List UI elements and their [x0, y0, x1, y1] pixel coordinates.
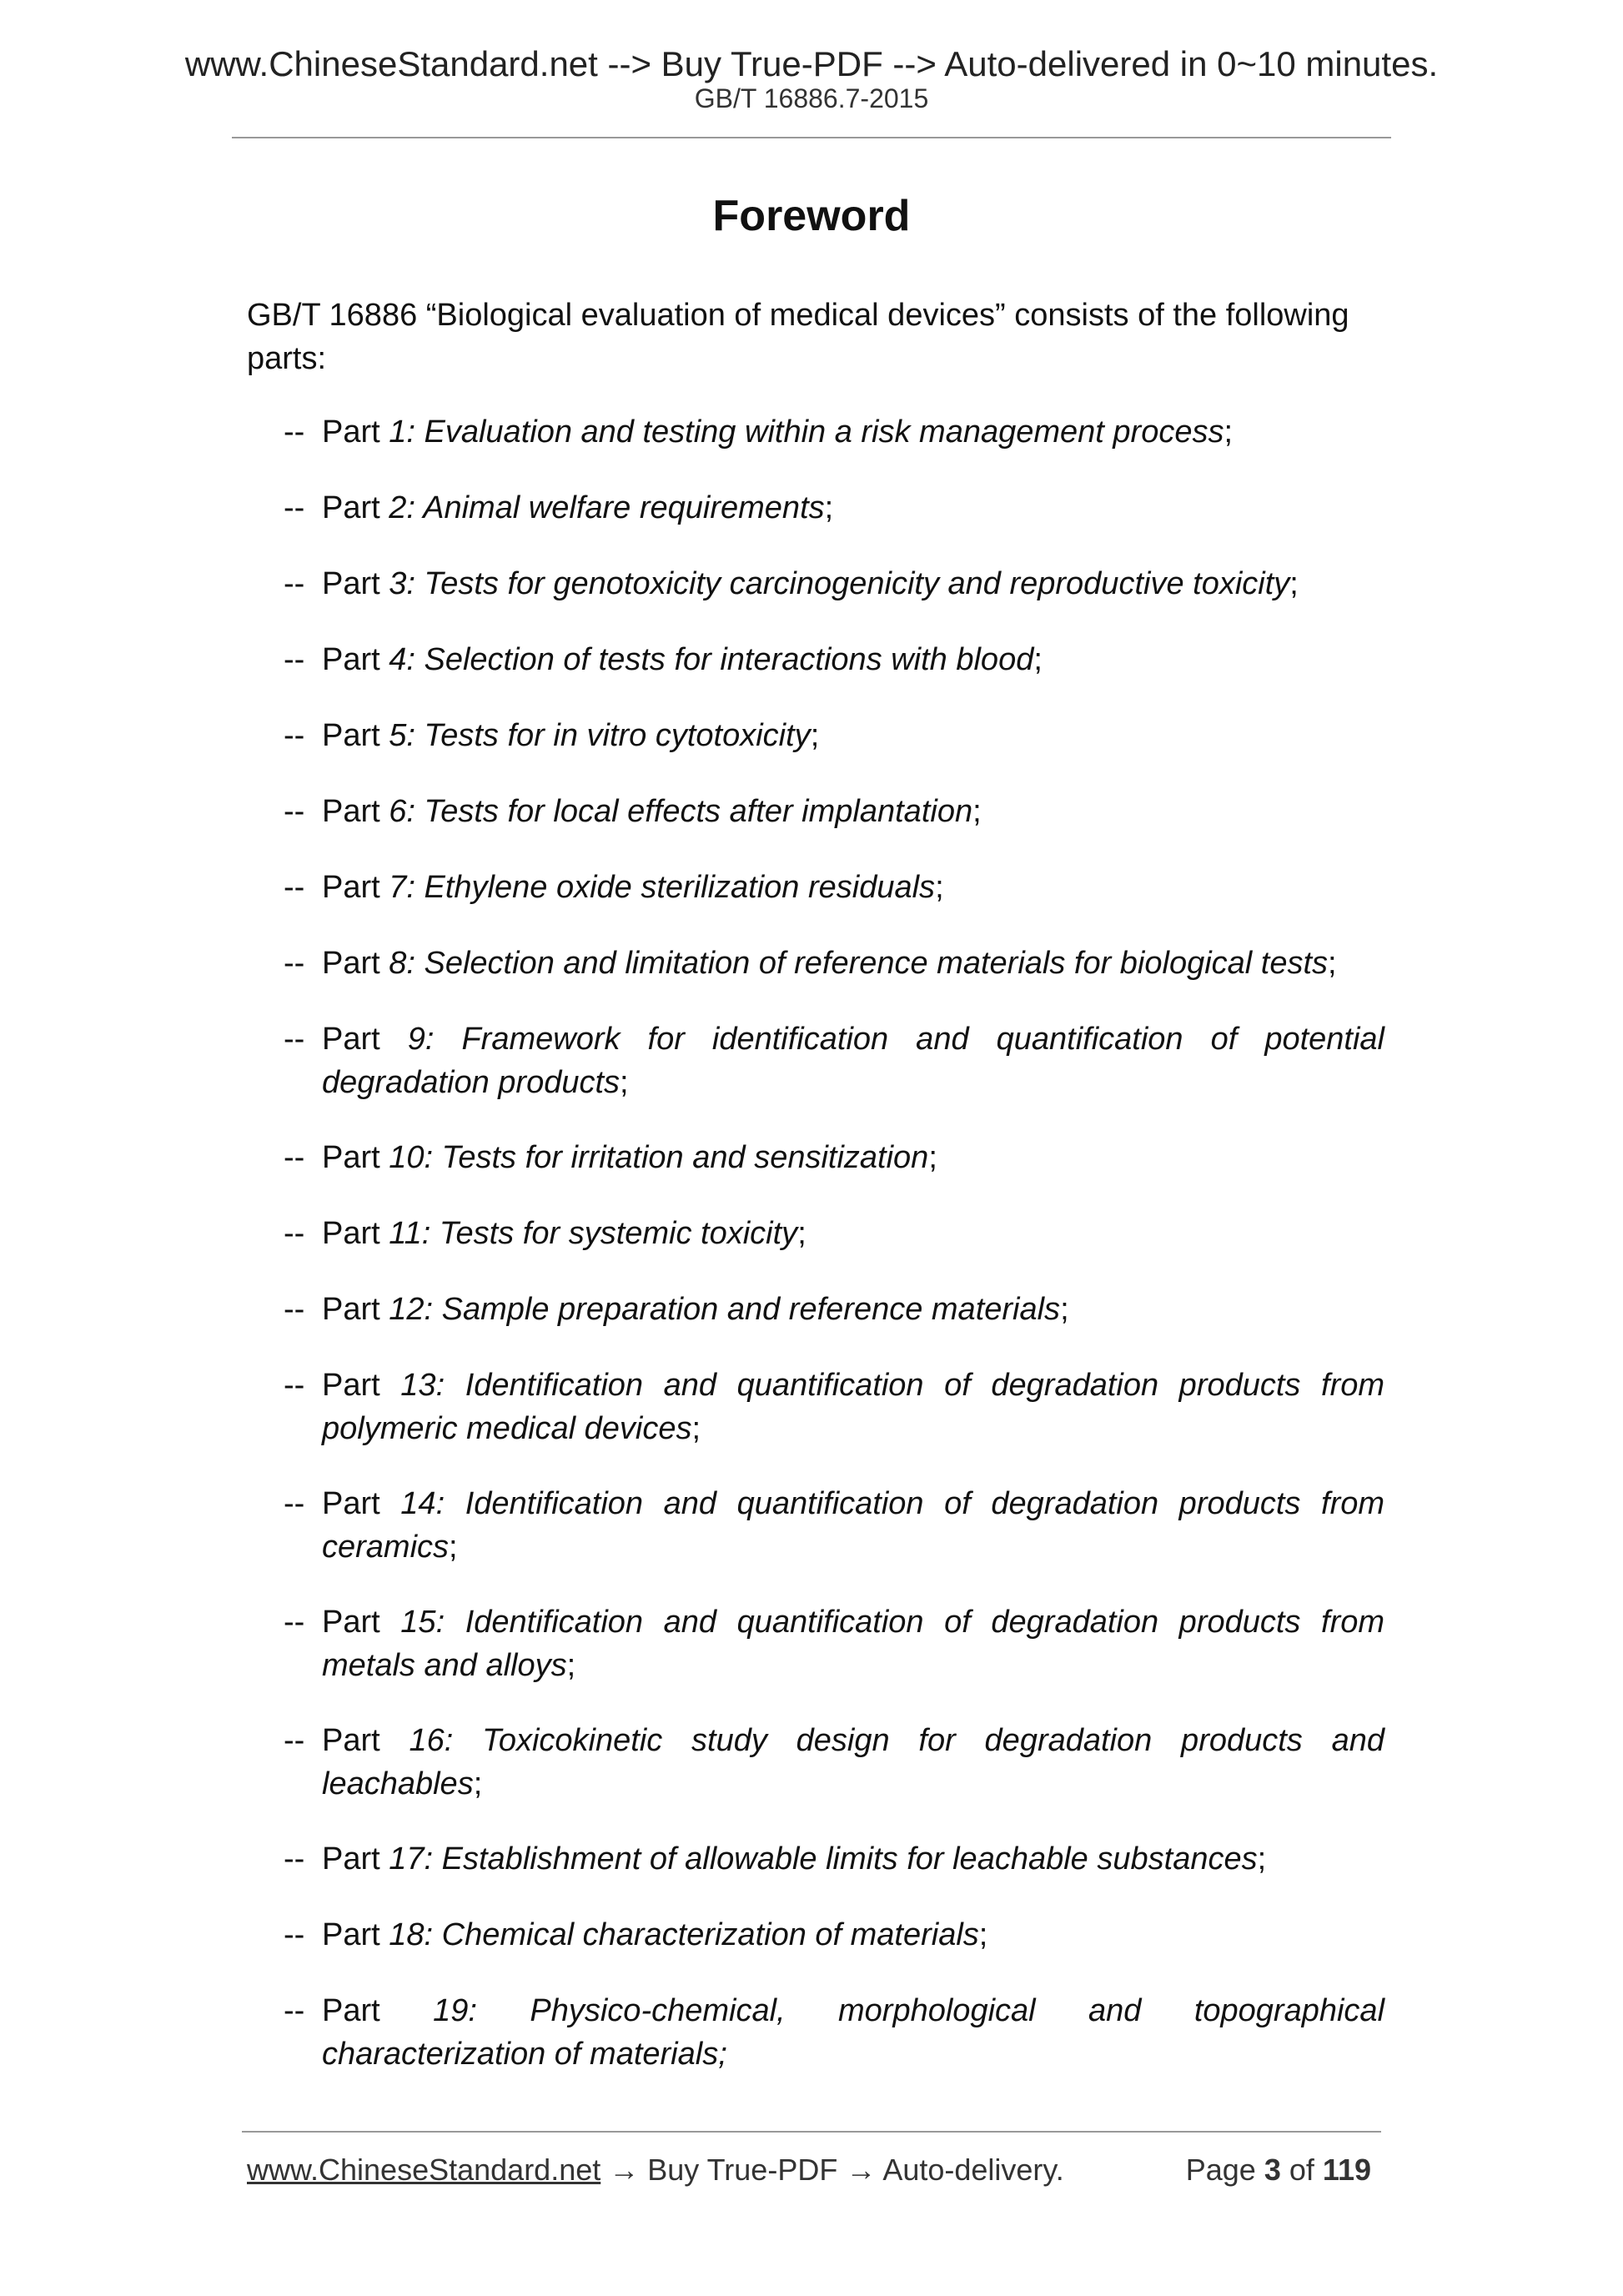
footer-site-link[interactable]: www.ChineseStandard.net [247, 2153, 601, 2187]
list-item: -- Part 11: Tests for systemic toxicity; [284, 1216, 806, 1251]
list-item: -- Part 17: Establishment of allowable limits for leachable substances; [284, 1841, 1267, 1876]
page-indicator: Page 3 of 119 [1185, 2153, 1371, 2187]
list-item: -- Part 15: Identification and quantification of degradation products from metals and alloys; [284, 1605, 1385, 1683]
page-footer [247, 2150, 1384, 2190]
list-item: -- Part 13: Identification and quantification of degradation products from polymeric medical devices; [284, 1368, 1385, 1446]
list-item: -- Part 3: Tests for genotoxicity carcinogenicity and reproductive toxicity; [284, 566, 1299, 601]
list-item: -- Part 5: Tests for in vitro cytotoxicity; [284, 718, 820, 753]
list-item: -- Part 9: Framework for identification and quantification of potential degradation products; [284, 1022, 1384, 1100]
header-banner: www.ChineseStandard.net --> Buy True-PDF --> Auto-delivered in 0~10 minutes. [184, 44, 1439, 83]
list-item: -- Part 18: Chemical characterization of materials; [284, 1917, 988, 1952]
list-item: -- Part 2: Animal welfare requirements; [284, 490, 834, 525]
footer-divider [242, 2131, 1381, 2133]
page-title: Foreword [712, 192, 911, 240]
list-item: -- Part 7: Ethylene oxide sterilization residuals; [284, 870, 944, 905]
page-current: 3 [1264, 2153, 1281, 2187]
list-item: -- Part 8: Selection and limitation of reference materials for biological tests; [284, 946, 1337, 981]
footer-tagline: → Buy True-PDF → Auto-delivery. [600, 2153, 1064, 2187]
list-item: -- Part 12: Sample preparation and reference materials; [284, 1292, 1069, 1327]
standard-code: GB/T 16886.7-2015 [694, 83, 929, 113]
list-item: -- Part 6: Tests for local effects after implantation; [284, 794, 982, 829]
list-item: -- Part 19: Physico-chemical, morphological and topographical characterization of materials; [284, 1993, 1385, 2072]
header-divider [232, 137, 1391, 138]
list-item: -- Part 4: Selection of tests for interactions with blood; [284, 642, 1043, 677]
intro-paragraph: GB/T 16886 “Biological evaluation of medical devices” consists of the following parts: [247, 298, 1349, 376]
list-item: -- Part 1: Evaluation and testing within a risk management process; [284, 414, 1234, 450]
list-item: -- Part 10: Tests for irritation and sensitization; [284, 1140, 937, 1175]
list-item: -- Part 14: Identification and quantification of degradation products from ceramics; [284, 1486, 1385, 1565]
page-total: 119 [1322, 2153, 1371, 2187]
list-item: -- Part 16: Toxicokinetic study design for degradation products and leachables; [284, 1723, 1384, 1801]
